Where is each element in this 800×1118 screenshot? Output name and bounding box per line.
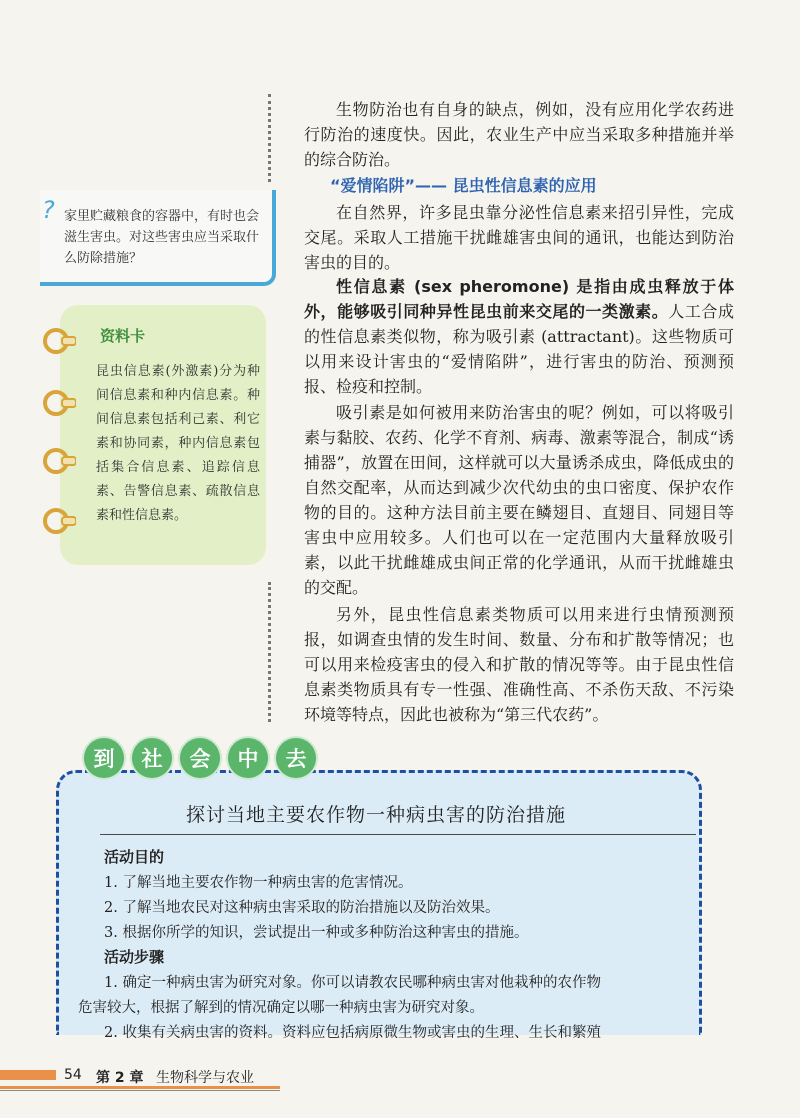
footer-rule-thin xyxy=(0,1090,280,1091)
dotted-guide-bottom xyxy=(268,582,275,722)
footer-accent xyxy=(0,1070,56,1080)
goal-item: 1. 了解当地主要农作物一种病虫害的危害情况。 xyxy=(104,875,413,891)
society-heading-char: 中 xyxy=(228,738,268,778)
goal-item: 2. 了解当地农民对这种病虫害采取的防治措施以及防治效果。 xyxy=(104,900,500,916)
dotted-guide-top xyxy=(268,94,275,182)
activity-title-rule xyxy=(100,834,696,835)
paragraph-3-bold: 性信息素 (sex pheromone) 是指由成虫释放于体外，能够吸引同种异性昆虫前来交尾的一类激素。 xyxy=(304,277,734,321)
info-card-title: 资料卡 xyxy=(100,327,146,345)
society-heading-char: 会 xyxy=(180,738,220,778)
paragraph-4: 吸引素是如何被用来防治害虫的呢？例如，可以将吸引素与黏胶、农药、化学不育剂、病毒、激素等混合，制成“诱捕器”，放置在田间，这样就可以大量诱杀成虫，降低成虫的自然交配率，从而达到减少次代幼虫的虫口密度、保护农作物的目的。这种方法目前主要在鳞翅目、直翅目、同翅目等害虫中应用较多。人们也可以在一定范围内大量释放吸引素，以此干扰雌雄成虫间正常的化学通讯，从而干扰雌雄虫的交配。 xyxy=(304,403,734,597)
step-item: 2. 收集有关病虫害的资料。资料应包括病原微生物或害虫的生理、生长和繁殖 xyxy=(104,1025,601,1041)
goal-heading: 活动目的 xyxy=(104,848,165,866)
step-item: 1. 确定一种病虫害为研究对象。你可以请教农民哪种病虫害对他栽种的农作物 xyxy=(104,975,601,991)
activity-title: 探讨当地主要农作物一种病虫害的防治措施 xyxy=(185,804,566,826)
paragraph-2: 在自然界，许多昆虫靠分泌性信息素来招引异性，完成交尾。采取人工措施干扰雌雄害虫间的通讯，也能达到防治害虫的目的。 xyxy=(304,203,734,272)
paragraph-3-rest: 人工合成的性信息素类似物，称为吸引素 (attractant)。这些物质可以用来设计害虫的“爱情陷阱”，进行害虫的防治、预测预报、检疫和控制。 xyxy=(304,302,734,396)
paragraph-3 xyxy=(304,274,734,399)
society-heading-char: 到 xyxy=(84,738,124,778)
binder-ring-icon xyxy=(42,506,76,536)
binder-ring-icon xyxy=(42,326,76,356)
paragraph-1: 生物防治也有自身的缺点，例如，没有应用化学农药进行防治的速度快。因此，农业生产中应当采取多种措施并举的综合防治。 xyxy=(304,100,734,169)
society-heading-char: 社 xyxy=(132,738,172,778)
paragraph-5: 另外，昆虫性信息素类物质可以用来进行虫情预测预报，如调查虫情的发生时间、数量、分布和扩散等情况；也可以用来检疫害虫的侵入和扩散的情况等等。由于昆虫性信息素类物质具有专一性强、准确性高、不杀伤天敌、不污染环境等特点，因此也被称为“第三代农药”。 xyxy=(304,605,734,724)
section-subheading: “爱情陷阱”—— 昆虫性信息素的应用 xyxy=(330,176,597,195)
question-text: 家里贮藏粮食的容器中，有时也会滋生害虫。对这些害虫应当采取什么防除措施？ xyxy=(64,209,260,266)
society-heading xyxy=(84,738,316,778)
step-item: 危害较大，根据了解到的情况确定以哪一种病虫害为研究对象。 xyxy=(78,1000,484,1016)
info-card-text: 昆虫信息素(外激素)分为种间信息素和种内信息素。种间信息素包括利己素、利它素和协同素，种内信息素包括集合信息素、追踪信息素、告警信息素、疏散信息素和性信息素。 xyxy=(96,364,260,523)
society-heading-char: 去 xyxy=(276,738,316,778)
question-mark-icon: ? xyxy=(42,196,55,224)
chapter-label: 第 2 章 xyxy=(96,1070,144,1086)
binder-ring-icon xyxy=(42,388,76,418)
page-number: 54 xyxy=(64,1067,82,1083)
binder-ring-icon xyxy=(42,446,76,476)
steps-heading: 活动步骤 xyxy=(104,948,165,966)
goal-item: 3. 根据你所学的知识，尝试提出一种或多种防治这种害虫的措施。 xyxy=(104,925,529,941)
chapter-title: 生物科学与农业 xyxy=(156,1070,254,1086)
